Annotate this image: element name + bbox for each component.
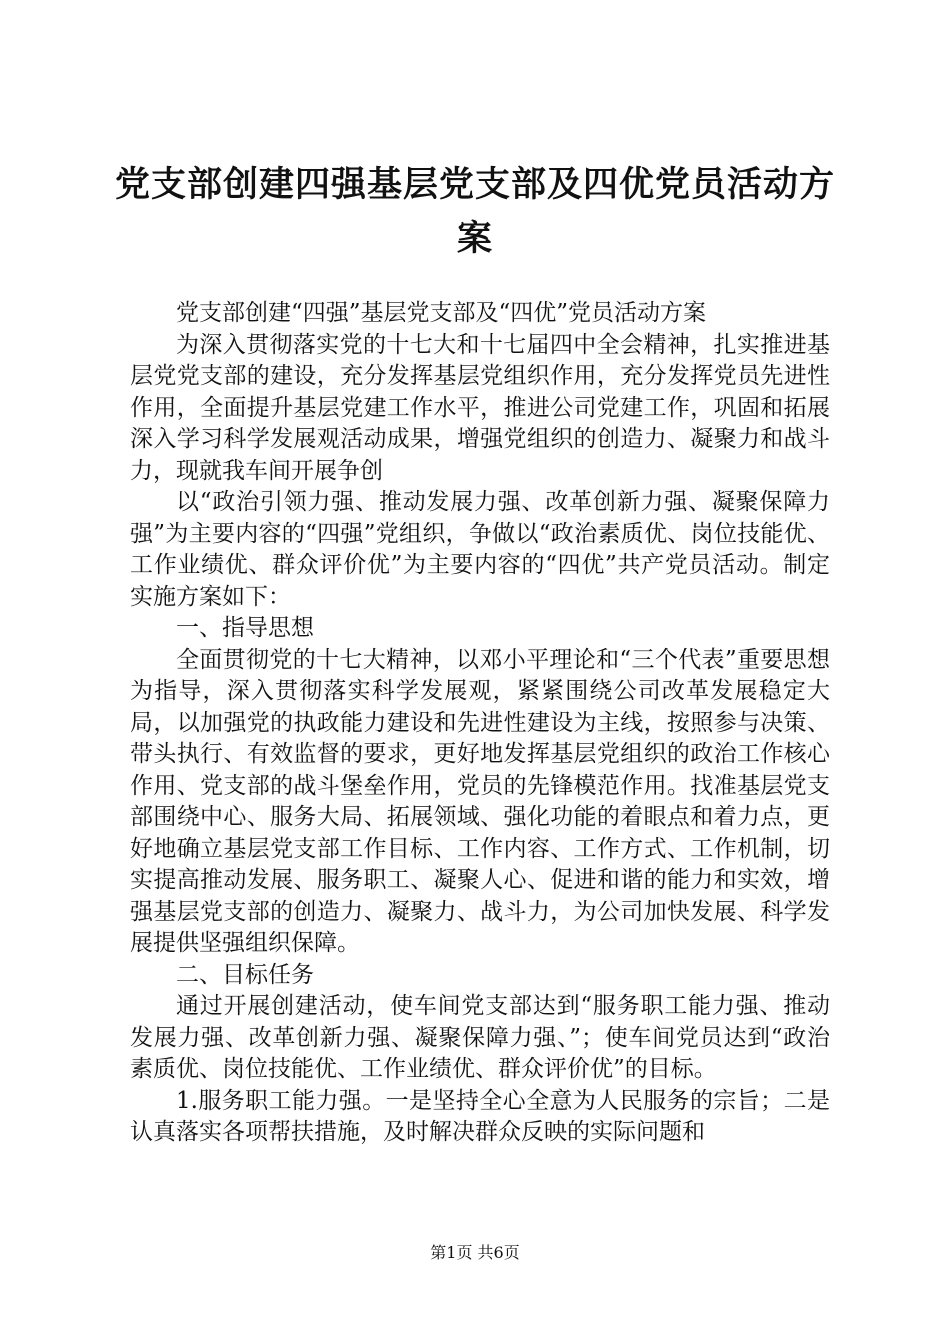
paragraph-item-1: 1.服务职工能力强。一是坚持全心全意为人民服务的宗旨；二是认真落实各项帮扶措施，及时解决群众反映的实际问题和: [130, 1087, 830, 1145]
paragraph-subtitle: 党支部创建“四强”基层党支部及“四优”党员活动方案: [176, 300, 707, 326]
paragraph-guiding-thought: 全面贯彻党的十七大精神，以邓小平理论和“三个代表”重要思想为指导，深入贯彻落实科学发展观，紧紧围绕公司改革发展稳定大局，以加强党的执政能力建设和先进性建设为主线，按照参与决策、带头执行、有效监督的要求，更好地发挥基层党组织的政治工作核心作用、党支部的战斗堡垒作用，党员的先锋模范作用。找准基层党支部围绕中心、服务大局、拓展领域、强化功能的着眼点和着力点，更好地确立基层党支部工作目标、工作内容、工作方式、工作机制，切实提高推动发展、服务职工、凝聚人心、促进和谐的能力和实效，增强基层党支部的创造力、凝聚力、战斗力，为公司加快发展、科学发展提供坚强组织保障。: [130, 646, 830, 956]
paragraph-goals: 通过开展创建活动，使车间党支部达到“服务职工能力强、推动发展力强、改革创新力强、凝聚保障力强、”；使车间党员达到“政治素质优、岗位技能优、工作业绩优、群众评价优”的目标。: [130, 993, 830, 1082]
page-number: 第1页 共6页: [430, 1243, 520, 1262]
paragraph-intro: 为深入贯彻落实党的十七大和十七届四中全会精神，扎实推进基层党党支部的建设，充分发挥基层党组织作用，充分发挥党员先进性作用，全面提升基层党建工作水平，推进公司党建工作，巩固和拓展深入学习科学发展观活动成果，增强党组织的创造力、凝聚力和战斗力，现就我车间开展争创: [130, 331, 830, 484]
section-heading-goals: 二、目标任务: [176, 961, 314, 988]
section-heading-guiding-thought: 一、指导思想: [176, 615, 314, 641]
paragraph-intro-continued: 以“政治引领力强、推动发展力强、改革创新力强、凝聚保障力强”为主要内容的“四强”党组织，争做以“政治素质优、岗位技能优、工作业绩优、群众评价优”为主要内容的“四优”共产党员活动。制定实施方案如下：: [130, 489, 830, 610]
document-body: [130, 298, 830, 1149]
document-title: 党支部创建四强基层党支部及四优党员活动方案: [114, 164, 835, 259]
